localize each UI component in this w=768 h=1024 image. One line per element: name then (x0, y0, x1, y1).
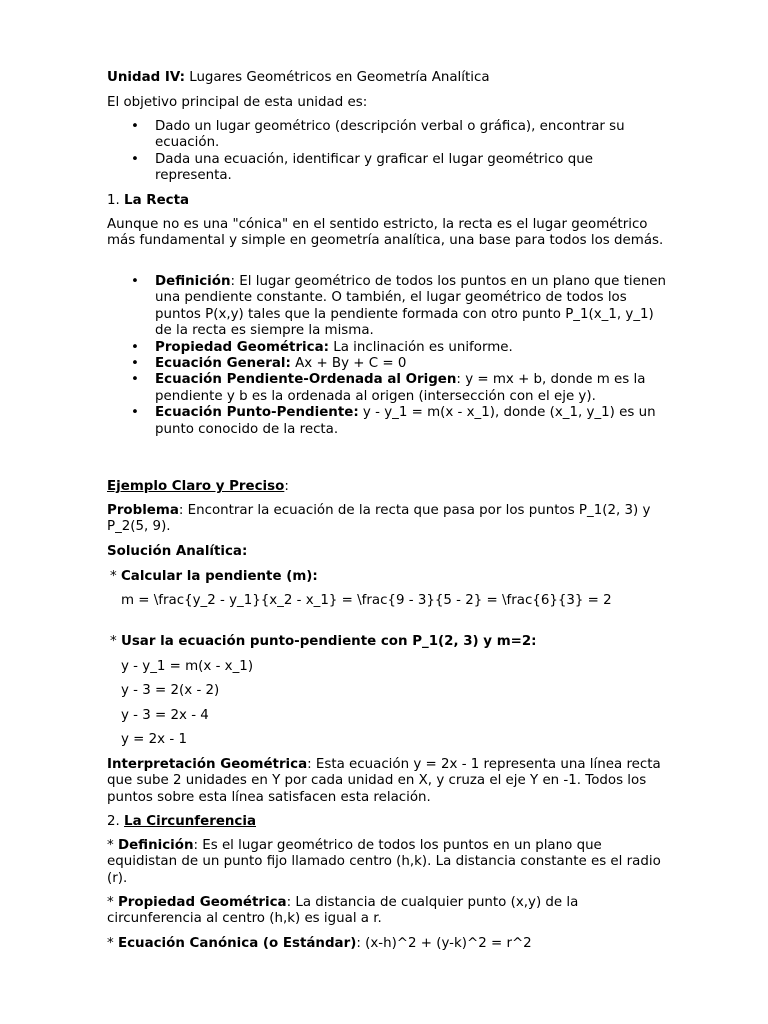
objective-item: • Dado un lugar geométrico (descripción verbal o gráfica), encontrar su ecuación. (131, 119, 625, 151)
objective-item: • Dada una ecuación, identificar y graficar el lugar geométrico que representa. (131, 151, 593, 184)
slope-intercept-item: • Ecuación Pendiente-Ordenada al Origen: y = mx + b, donde m es la pendiente y b es la ordenada al origen (intersección con el eje y). (131, 372, 646, 404)
step-1: * Calcular la pendiente (m): (110, 569, 318, 584)
star-marker: * (110, 569, 117, 584)
equation-line: y - 3 = 2x - 4 (121, 708, 209, 723)
section-1-heading: 1. La Recta (107, 193, 190, 208)
general-equation-item: • Ecuación General: Ax + By + C = 0 (131, 356, 407, 372)
objective-intro: El objetivo principal de esta unidad es: (107, 95, 368, 110)
example-problem: Problema: Encontrar la ecuación de la recta que pasa por los puntos P_1(2, 3) y P_2(5, 9). (107, 503, 651, 535)
star-marker: * (107, 936, 114, 951)
unit-title (107, 70, 667, 86)
section-2-title: La Circunferencia (124, 814, 256, 829)
geometric-interpretation: Interpretación Geométrica: Esta ecuación y = 2x - 1 representa una línea recta que sube 2 unidades en Y por cada unidad en X, y cruza el eje Y en -1. Todos los puntos sobre esta línea satisfacen esta relación. (107, 757, 661, 805)
bullet-icon: • (131, 151, 139, 167)
star-marker: * (107, 895, 114, 910)
bullet-icon: • (131, 405, 139, 421)
equation-line: y - y_1 = m(x - x_1) (121, 659, 254, 674)
bullet-icon: • (131, 339, 139, 355)
equation-line: y = 2x - 1 (121, 732, 187, 747)
unit-title-text: Lugares Geométricos en Geometría Analítica (184, 70, 490, 85)
section-1-title: La Recta (124, 193, 190, 208)
circle-canonical-equation: * Ecuación Canónica (o Estándar): (x-h)^2 + (y-k)^2 = r^2 (107, 936, 532, 951)
property-item: • Propiedad Geométrica: La inclinación es uniforme. (131, 339, 513, 355)
bullet-icon: • (131, 119, 139, 134)
slope-formula: m = \frac{y_2 - y_1}{x_2 - x_1} = \frac{9 - 3}{5 - 2} = \frac{6}{3} = 2 (121, 593, 612, 608)
circle-property: * Propiedad Geométrica: La distancia de cualquier punto (x,y) de la circunferencia al centro (h,k) es igual a r. (107, 895, 579, 927)
bullet-icon: • (131, 274, 139, 289)
solution-label: Solución Analítica: (107, 544, 248, 559)
step-2: * Usar la ecuación punto-pendiente con P_1(2, 3) y m=2: (110, 634, 537, 649)
bullet-icon: • (131, 372, 139, 388)
definition-item: • Definición: El lugar geométrico de todos los puntos en un plano que tienen una pendiente constante. O también, el lugar geométrico de todos los puntos P(x,y) tales que la pendiente formada con otro punto P_1(x_1, y_1) de la recta es siempre la misma. (131, 274, 667, 339)
star-marker: * (107, 838, 114, 853)
section-1-list (107, 274, 667, 438)
example-heading: Ejemplo Claro y Preciso: (107, 479, 289, 494)
section-1-intro: Aunque no es una "cónica" en el sentido estricto, la recta es el lugar geométrico más fundamental y simple en geometría analítica, una base para todos los demás. (107, 217, 664, 249)
point-slope-item: • Ecuación Punto-Pendiente: y - y_1 = m(x - x_1), donde (x_1, y_1) es un punto conocido de la recta. (131, 405, 656, 437)
bullet-icon: • (131, 356, 139, 372)
objectives-list (107, 119, 667, 185)
unit-label: Unidad IV: (107, 70, 185, 85)
equation-line: y - 3 = 2(x - 2) (121, 683, 220, 698)
section-2-heading: 2. La Circunferencia (107, 814, 256, 829)
circle-definition: * Definición: Es el lugar geométrico de todos los puntos en un plano que equidistan de un punto fijo llamado centro (h,k). La distancia constante es el radio (r). (107, 838, 661, 886)
star-marker: * (110, 634, 117, 649)
